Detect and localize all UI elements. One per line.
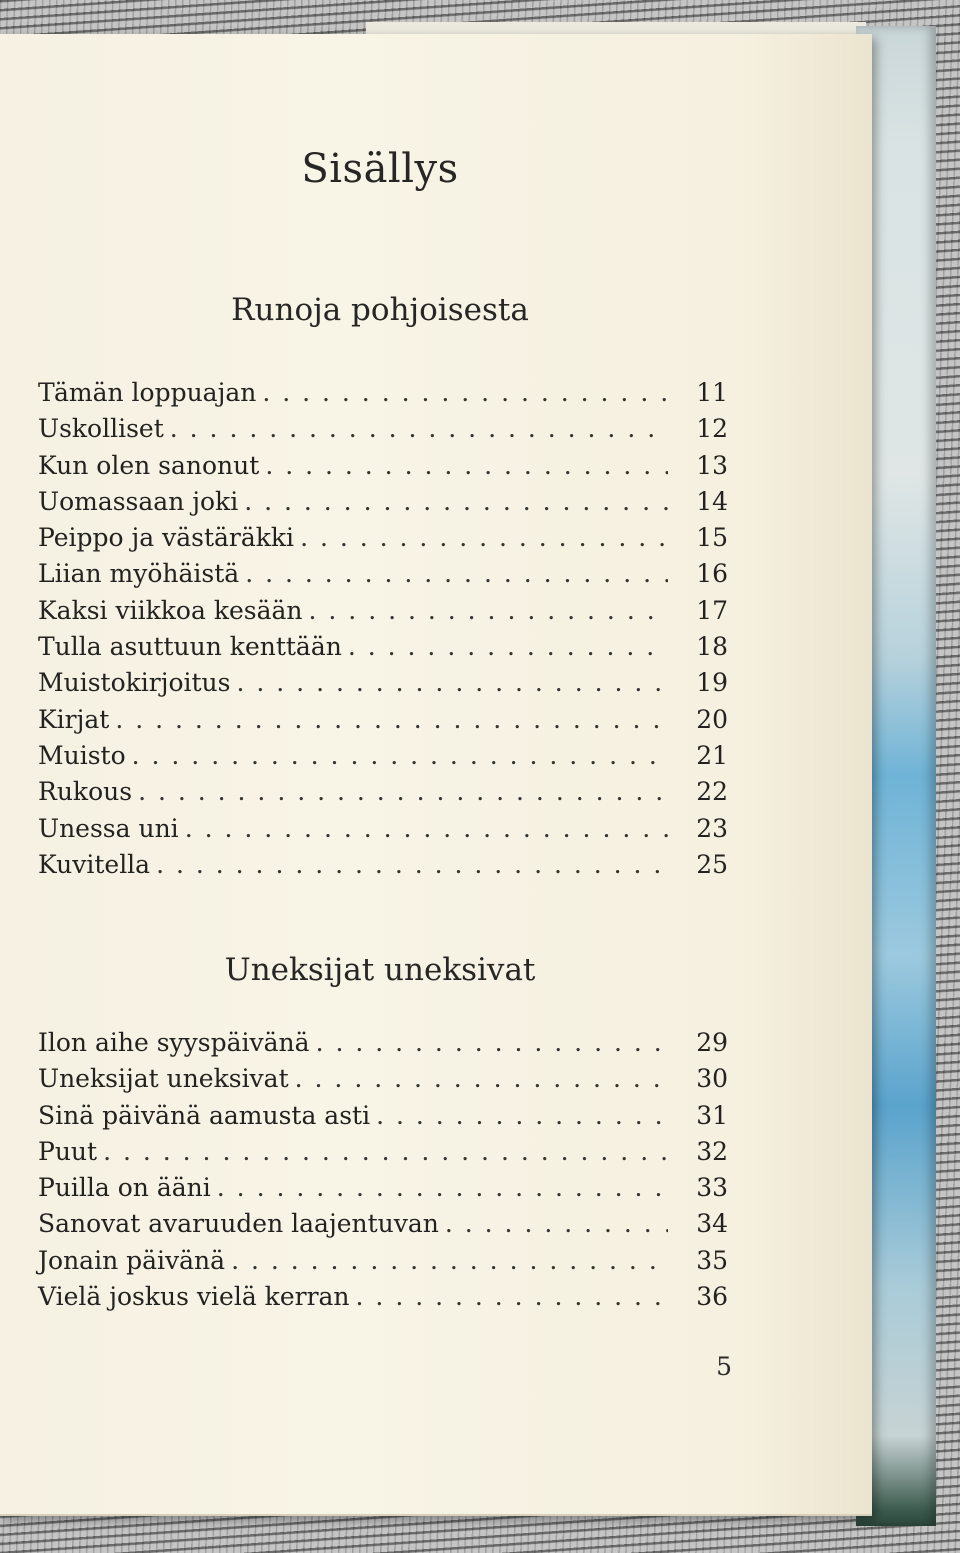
toc-entry-page: 19 (696, 668, 728, 698)
toc-entry (38, 668, 728, 704)
book-page (0, 34, 872, 1516)
toc-entry-title: Kun olen sanonut (38, 450, 260, 480)
toc-entry (38, 632, 728, 668)
toc-entry-page: 34 (696, 1209, 728, 1239)
toc-entry (38, 596, 728, 632)
page-number: 5 (716, 1352, 732, 1381)
toc-entry-title: Uomassaan joki (38, 486, 239, 516)
toc-entry-title: Muistokirjoitus (38, 668, 231, 698)
dot-leader (265, 451, 668, 480)
toc-entry-title: Jonain päivänä (38, 1245, 226, 1275)
toc-entry (38, 1209, 728, 1245)
toc-entry-page: 17 (696, 595, 728, 625)
toc-entry (38, 559, 728, 595)
toc-entry-page: 25 (696, 849, 728, 879)
toc-entry-title: Rukous (38, 777, 133, 807)
dot-leader (185, 814, 668, 843)
dot-leader (156, 850, 668, 879)
toc-entry-page: 18 (696, 632, 728, 662)
toc-entry (38, 705, 728, 741)
toc-entry (38, 814, 728, 850)
toc-entry-page: 23 (696, 813, 728, 843)
toc-entry-title: Ilon aihe syyspäivänä (38, 1028, 310, 1057)
toc-entry-title: Peippo ja västäräkki (38, 523, 295, 553)
toc-entry-page: 33 (696, 1173, 728, 1203)
toc-list-1 (38, 378, 728, 886)
dot-leader (244, 487, 668, 516)
toc-entry (38, 1028, 728, 1064)
dot-leader (300, 523, 668, 552)
toc-entry (38, 1101, 728, 1137)
toc-entry-page: 32 (696, 1136, 728, 1166)
toc-entry-page: 31 (696, 1100, 728, 1130)
toc-entry-title: Sinä päivänä aamusta asti (38, 1100, 371, 1130)
toc-entry-title: Kirjat (38, 704, 110, 734)
toc-entry-page: 30 (696, 1064, 728, 1094)
dot-leader (132, 741, 668, 770)
section-heading-1: Runoja pohjoisesta (231, 292, 529, 328)
toc-entry-page: 35 (696, 1245, 728, 1275)
dot-leader (103, 1137, 668, 1166)
dot-leader (316, 1028, 668, 1057)
toc-entry (38, 378, 728, 414)
dot-leader (356, 1282, 668, 1311)
dot-leader (295, 1064, 668, 1093)
toc-entry-title: Tulla asuttuun kenttään (38, 632, 342, 662)
toc-entry (38, 1246, 728, 1282)
toc-entry-title: Liian myöhäistä (38, 559, 240, 589)
section-heading-2: Uneksijat uneksivat (224, 952, 536, 988)
toc-entry-page: 22 (696, 777, 728, 807)
toc-entry-title: Muisto (38, 740, 126, 770)
toc-entry (38, 741, 728, 777)
dot-leader (217, 1173, 668, 1202)
toc-entry (38, 1282, 728, 1318)
toc-entry (38, 777, 728, 813)
page-title: Sisällys (301, 146, 459, 192)
toc-entry (38, 451, 728, 487)
toc-entry (38, 1064, 728, 1100)
toc-entry-page: 13 (696, 450, 728, 480)
toc-entry (38, 1173, 728, 1209)
toc-entry-title: Sanovat avaruuden laajentuvan (38, 1209, 439, 1239)
dot-leader (115, 705, 668, 734)
dot-leader (262, 378, 668, 407)
toc-entry-title: Vielä joskus vielä kerran (38, 1282, 350, 1312)
dot-leader (309, 596, 668, 625)
toc-entry-page: 11 (696, 378, 728, 407)
toc-entry (38, 487, 728, 523)
toc-entry-title: Uneksijat uneksivat (38, 1064, 289, 1094)
toc-entry-title: Unessa uni (38, 813, 179, 843)
toc-entry-title: Tämän loppuajan (38, 378, 257, 407)
toc-entry-page: 36 (696, 1282, 728, 1312)
dot-leader (376, 1101, 668, 1130)
toc-list-2 (38, 1028, 728, 1318)
dot-leader (138, 777, 668, 806)
toc-entry-title: Kuvitella (38, 849, 151, 879)
dot-leader (445, 1209, 668, 1238)
toc-entry-page: 14 (696, 486, 728, 516)
toc-entry-page: 20 (696, 704, 728, 734)
toc-entry-page: 15 (696, 523, 728, 553)
dot-leader (237, 668, 669, 697)
toc-entry-page: 12 (696, 414, 728, 444)
dot-leader (170, 414, 668, 443)
toc-entry (38, 414, 728, 450)
toc-entry-page: 16 (696, 559, 728, 589)
toc-entry (38, 850, 728, 886)
toc-entry (38, 1137, 728, 1173)
toc-entry-title: Kaksi viikkoa kesään (38, 595, 303, 625)
toc-entry-page: 21 (696, 740, 728, 770)
toc-entry-title: Uskolliset (38, 414, 164, 444)
dot-leader (245, 559, 668, 588)
dot-leader (348, 632, 668, 661)
toc-entry (38, 523, 728, 559)
toc-entry-title: Puilla on ääni (38, 1173, 211, 1203)
toc-entry-title: Puut (38, 1136, 98, 1166)
toc-entry-page: 29 (696, 1028, 728, 1057)
dot-leader (231, 1246, 668, 1275)
